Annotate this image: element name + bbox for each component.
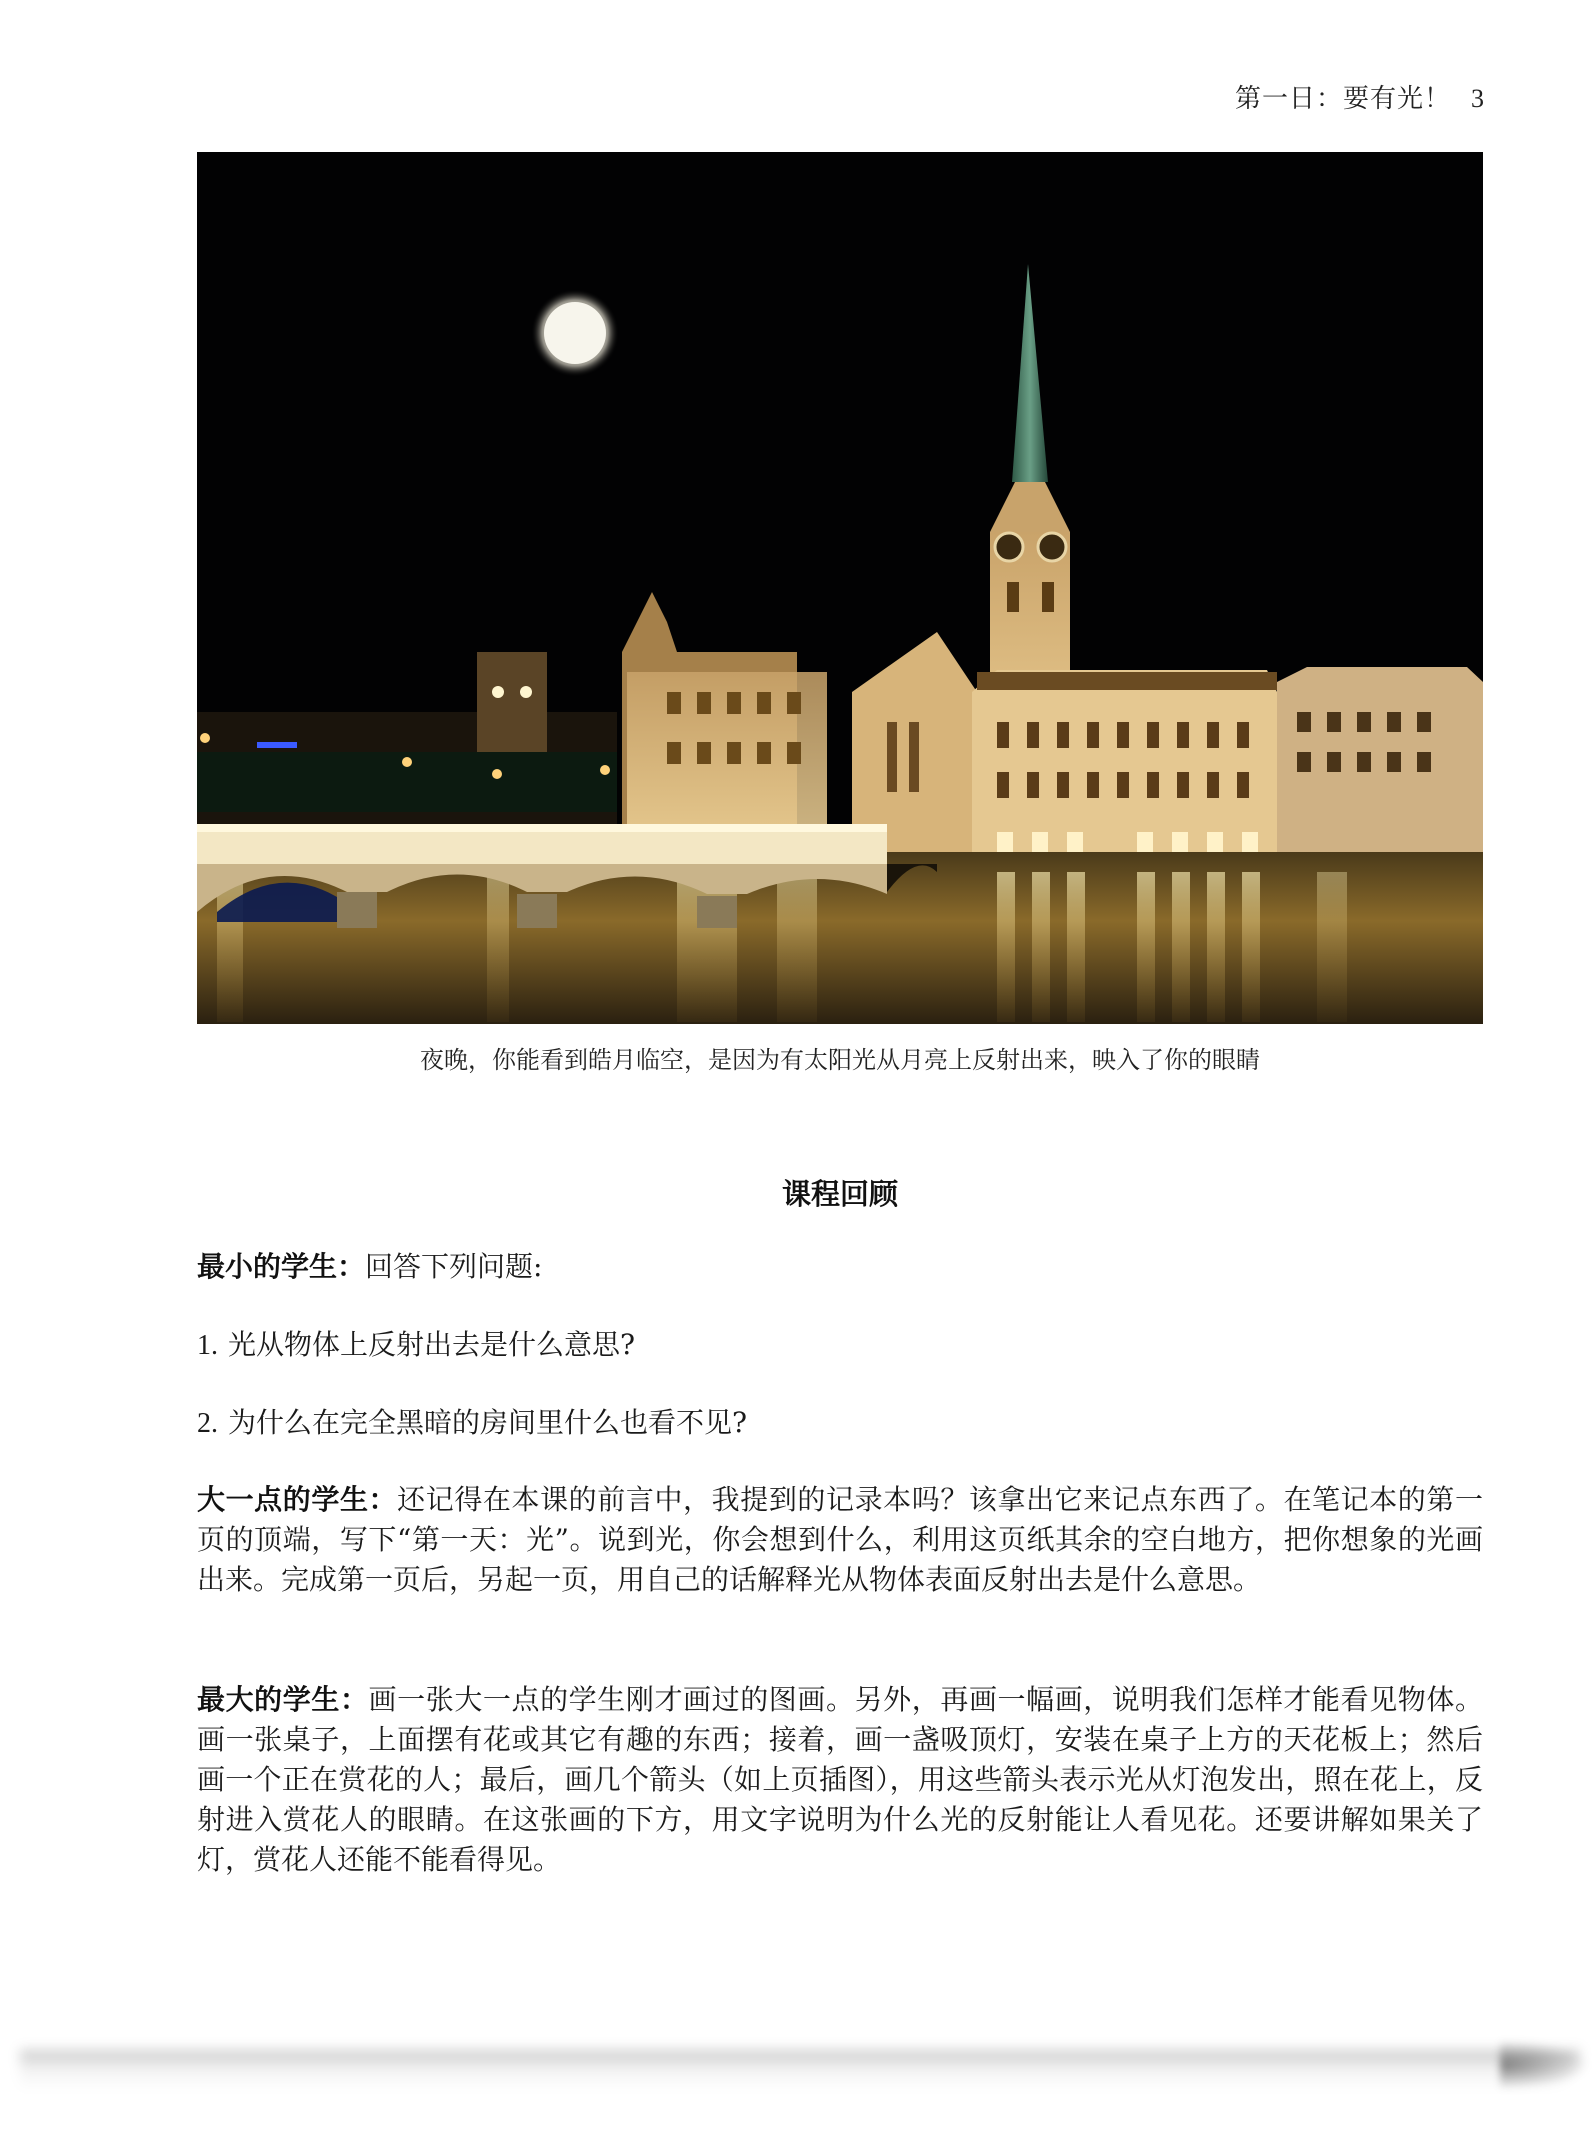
- youngest-student-paragraph: [197, 1247, 1483, 1287]
- chapter-title: 第一日：要有光！: [1234, 84, 1451, 114]
- photo-illustration: [197, 152, 1483, 1024]
- question-number: 2.: [197, 1408, 218, 1439]
- oldest-student-label: 最大的学生：: [197, 1683, 369, 1716]
- running-header: [1235, 78, 1485, 115]
- question-text: 光从物体上反射出去是什么意思?: [228, 1328, 636, 1361]
- question-item: [197, 1325, 1483, 1366]
- page-number: 3: [1471, 84, 1485, 113]
- night-city-photo: [197, 152, 1483, 1024]
- page-corner-shadow: [1500, 2040, 1590, 2090]
- youngest-student-label: 最小的学生：: [197, 1250, 366, 1283]
- bridge: [197, 830, 887, 864]
- older-student-paragraph: [197, 1480, 1483, 1600]
- question-text: 为什么在完全黑暗的房间里什么也看不见?: [228, 1406, 748, 1439]
- older-student-label: 大一点的学生：: [197, 1483, 398, 1516]
- oldest-student-paragraph: [197, 1680, 1483, 1880]
- question-number: 1.: [197, 1330, 218, 1361]
- guild-house: [972, 670, 1277, 872]
- youngest-student-text: 回答下列问题:: [365, 1250, 543, 1283]
- oldest-student-text: 画一张大一点的学生刚才画过的图画。另外，再画一幅画，说明我们怎样才能看见物体。画一张桌子，上面摆有花或其它有趣的东西；接着，画一盏吸顶灯，安装在桌子上方的天花板上；然后画一个正在赏花的人；最后，画几个箭头（如上页插图），用这些箭头表示光从灯泡发出，照在花上，反射进入赏花人的眼睛。在这张画的下方，用文字说明为什么光的反射能让人看见花。还要讲解如果关了灯，赏花人还能不能看得见。: [197, 1683, 1483, 1876]
- page-shadow: [20, 2050, 1580, 2090]
- figure-caption: 夜晚，你能看到皓月临空，是因为有太阳光从月亮上反射出来，映入了你的眼睛: [420, 1046, 1260, 1074]
- section-title: 课程回顾: [781, 1177, 898, 1211]
- question-item: [197, 1403, 1483, 1444]
- older-student-text: 还记得在本课的前言中，我提到的记录本吗？该拿出它来记点东西了。在笔记本的第一页的顶端，写下“第一天：光”。说到光，你会想到什么，利用这页纸其余的空白地方，把你想象的光画出来。完成第一页后，另起一页，用自己的话解释光从物体表面反射出去是什么意思。: [197, 1483, 1483, 1596]
